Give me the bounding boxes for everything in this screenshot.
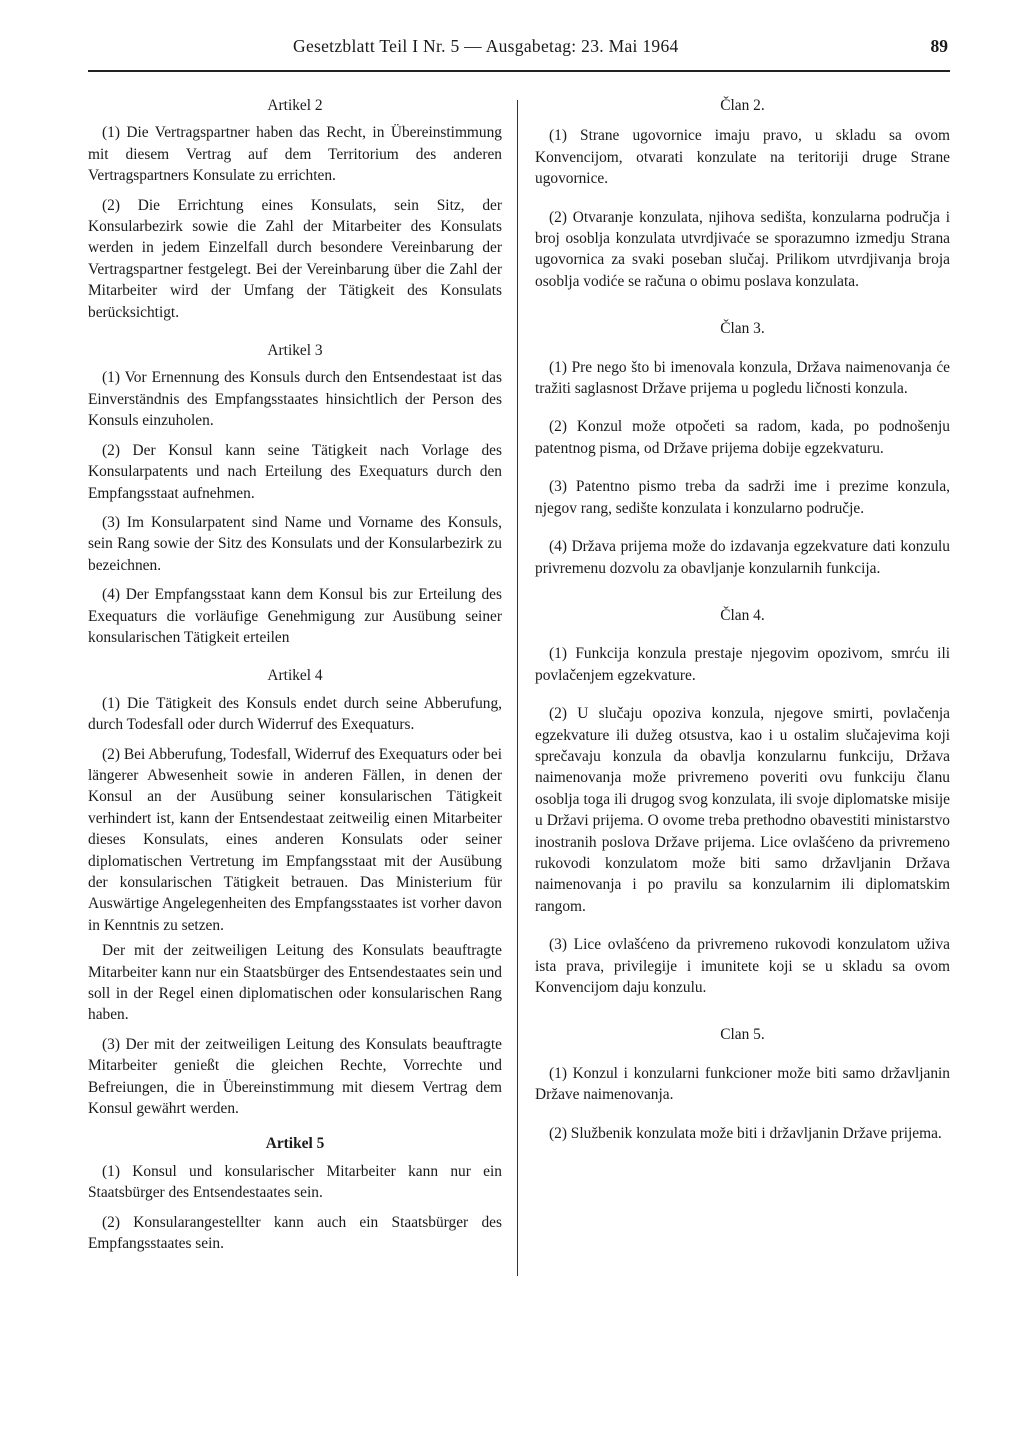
paragraph: (2) Der Konsul kann seine Tätigkeit nach Vorlage des Konsularpatents und nach Erteilung des Exequaturs durch den Empfangsstaat aufnehmen. — [88, 441, 502, 502]
paragraph: (1) Konzul i konzularni funkcioner može biti samo državljanin Države naimenovanja. — [535, 1064, 950, 1104]
paragraph: (1) Vor Ernennung des Konsuls durch den Entsendestaat ist das Einverständnis des Empfangsstaates hinsichtlich der Person des Konsuls einzuholen. — [88, 369, 502, 430]
paragraph: (2) Konsularangestellter kann auch ein Staatsbürger des Empfangsstaates sein. — [88, 1213, 502, 1253]
paragraph: (1) Konsul und konsularischer Mitarbeiter kann nur ein Staatsbürger des Entsendestaates sein. — [88, 1162, 502, 1202]
article-heading: Član 4. — [720, 606, 765, 624]
german-text-column — [88, 88, 502, 1255]
paragraph: (3) Lice ovlašćeno da privremeno rukovodi konzulatom uživa ista prava, privilegije i imunitete koji se u skladu sa ovom Konvencijom daju konzulu. — [535, 936, 950, 996]
gazette-title: Gesetzblatt Teil I Nr. 5 — Ausgabetag: 23. Mai 1964 — [293, 36, 679, 56]
article-heading: Artikel 5 — [265, 1135, 325, 1153]
article-heading: Artikel 3 — [267, 342, 323, 360]
article-heading: Član 3. — [720, 320, 765, 338]
page-number: 89 — [930, 36, 948, 56]
article-heading: Artikel 2 — [267, 97, 323, 114]
article-heading: Artikel 4 — [267, 667, 323, 685]
paragraph: (4) Der Empfangsstaat kann dem Konsul bis zur Erteilung des Exequaturs die vorläufige Genehmigung zur Ausübung seiner konsularischen Tätigkeit erteilen — [88, 586, 502, 646]
article-heading: Član 2. — [720, 97, 765, 114]
paragraph: (2) Otvaranje konzulata, njihova sedišta, konzularna područja i broj osoblja konzulata utvrdjivaće se sporazumno izmedju Strana ugovornica za svaki poseban slučaj. Prilikom utvrdjivanja broja osoblja vodiće se računa o obimu poslava konzulata. — [535, 208, 950, 290]
paragraph: (3) Im Konsularpatent sind Name und Vorname des Konsuls, sein Rang sowie der Sitz des Konsulats und der Konsularbezirk zu bezeichnen. — [88, 513, 502, 574]
paragraph: Der mit der zeitweiligen Leitung des Konsulats beauftragte Mitarbeiter kann nur ein Staatsbürger des Entsendestaates sein und soll in der Regel einen diplomatischen oder konsularischen Rang haben. — [88, 942, 502, 1024]
paragraph: (2) Bei Abberufung, Todesfall, Widerruf des Exequaturs oder bei längerer Abwesenheit sowie in anderen Fällen, in denen der Konsul an der Ausübung seiner konsularischen Tätigkeit verhindert ist, kann der Entsendestaat zeitweilig einen Mitarbeiter dieses Konsulats, eines anderen Konsulats oder seiner diplomatischen Vertretung im Empfangsstaat mit der Ausübung der konsularischen Tätigkeit betrauen. Das Ministerium für Auswärtige Angelegenheiten des Empfangsstaates ist vorher davon in Kenntnis zu setzen. — [88, 745, 502, 934]
page-header — [88, 34, 950, 72]
paragraph: (1) Die Tätigkeit des Konsuls endet durch seine Abberufung, durch Todesfall oder durch Widerruf des Exequaturs. — [88, 694, 502, 734]
paragraph: (3) Der mit der zeitweiligen Leitung des Konsulats beauftragte Mitarbeiter genießt die gleichen Rechte, Vorrechte und Befreiungen, die in Übereinstimmung mit diesem Vertrag dem Konsul gewährt werden. — [88, 1035, 502, 1118]
paragraph: (2) Die Errichtung eines Konsulats, sein Sitz, der Konsularbezirk sowie die Zahl der Mitarbeiter des Konsulats werden in jedem Einzelfall durch besondere Vereinbarung der Vertragspartner festgelegt. Bei der Vereinbarung über die Zahl der Mitarbeiter wird der Umfang der Tätigkeit des Konsulats berücksichtigt. — [88, 196, 502, 321]
paragraph: (4) Država prijema može do izdavanja egzekvature dati konzulu privremenu dozvolu za obavljanje konzularnih funkcija. — [535, 538, 950, 577]
paragraph: (1) Strane ugovornice imaju pravo, u skladu sa ovom Konvencijom, otvarati konzulate na teritoriji druge Strane ugovornice. — [535, 127, 950, 188]
article-heading: Clan 5. — [720, 1026, 765, 1044]
serbocroatian-text-column — [535, 88, 950, 1144]
paragraph: (2) Konzul može otpočeti sa radom, kada, po podnošenju patentnog pisma, od Države prijema dobije egzekvaturu. — [535, 418, 950, 457]
paragraph: (3) Patentno pismo treba da sadrži ime i prezime konzula, njegov rang, sedište konzulata i konzularno područje. — [535, 478, 950, 517]
column-divider — [517, 100, 518, 1276]
paragraph: (1) Funkcija konzula prestaje njegovim opozivom, smrću ili povlačenjem egzekvature. — [535, 645, 950, 684]
paragraph: (1) Die Vertragspartner haben das Recht, in Übereinstimmung mit diesem Vertrag auf dem Territorium des anderen Vertragspartners Konsulate zu errichten. — [88, 124, 502, 185]
paragraph: (2) Službenik konzulata može biti i državljanin Države prijema. — [549, 1124, 942, 1142]
paragraph: (1) Pre nego što bi imenovala konzula, Država naimenovanja će tražiti saglasnost Države prijema u pogledu ličnosti konzula. — [535, 358, 950, 398]
paragraph: (2) U slučaju opoziva konzula, njegove smirti, povlačenja egzekvature ili dužeg otsustva, kao i u ostalim slučajevima koji sprečavaju konzula da obavlja konzularnu funkciju, Država naimenovanja može privremeno poveriti ovu funkciju članu osoblja toga ili drugog svog konzulata, ili svoje diplomatske misije u Državi prijema. O ovome treba prethodno obavestiti ministarstvo inostranih poslova Države prijema. Lice ovlašćeno da privremeno rukovodi konzulatom može biti samo državljanin Država naimenovanja i po pravilu sa konzularnim ili diplomatskim rangom. — [535, 705, 950, 915]
